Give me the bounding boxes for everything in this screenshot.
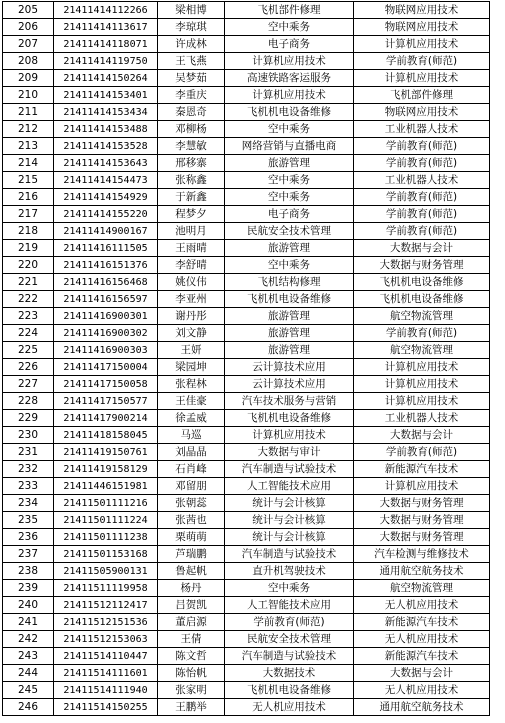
original-major-cell: 汽车制造与试验技术 — [225, 546, 354, 563]
new-major-cell: 工业机器人技术 — [354, 172, 490, 189]
table-row — [3, 580, 490, 597]
original-major-cell: 云计算技术应用 — [225, 359, 354, 376]
original-major-cell: 空中乘务 — [225, 580, 354, 597]
student-id-cell: 21411416900301 — [54, 308, 158, 325]
original-major-cell: 计算机应用技术 — [225, 87, 354, 104]
row-number-cell: 220 — [3, 257, 54, 274]
table-row — [3, 529, 490, 546]
row-number-cell: 221 — [3, 274, 54, 291]
original-major-cell: 空中乘务 — [225, 19, 354, 36]
original-major-cell: 飞机结构修理 — [225, 274, 354, 291]
table-row — [3, 342, 490, 359]
original-major-cell: 网络营销与直播电商 — [225, 138, 354, 155]
original-major-cell: 统计与会计核算 — [225, 512, 354, 529]
original-major-cell: 飞机机电设备维修 — [225, 682, 354, 699]
student-id-cell: 21411419150761 — [54, 444, 158, 461]
new-major-cell: 物联网应用技术 — [354, 19, 490, 36]
original-major-cell: 旅游管理 — [225, 308, 354, 325]
table-row — [3, 427, 490, 444]
student-id-cell: 21411514111601 — [54, 665, 158, 682]
student-name-cell: 李舒晴 — [158, 257, 225, 274]
student-id-cell: 21411417150577 — [54, 393, 158, 410]
new-major-cell: 学前教育(师范) — [354, 189, 490, 206]
student-id-cell: 21411512151536 — [54, 614, 158, 631]
original-major-cell: 民航安全技术管理 — [225, 631, 354, 648]
student-id-cell: 21411414119750 — [54, 53, 158, 70]
new-major-cell: 航空物流管理 — [354, 308, 490, 325]
new-major-cell: 学前教育(师范) — [354, 325, 490, 342]
new-major-cell: 学前教育(师范) — [354, 53, 490, 70]
student-name-cell: 王飞燕 — [158, 53, 225, 70]
student-name-cell: 陈文哲 — [158, 648, 225, 665]
row-number-cell: 243 — [3, 648, 54, 665]
new-major-cell: 计算机应用技术 — [354, 36, 490, 53]
table-row — [3, 2, 490, 19]
original-major-cell: 云计算技术应用 — [225, 376, 354, 393]
student-name-cell: 邓柳杨 — [158, 121, 225, 138]
row-number-cell: 241 — [3, 614, 54, 631]
student-id-cell: 21411417150004 — [54, 359, 158, 376]
original-major-cell: 空中乘务 — [225, 257, 354, 274]
table-row — [3, 308, 490, 325]
student-name-cell: 芦瑞鹏 — [158, 546, 225, 563]
row-number-cell: 236 — [3, 529, 54, 546]
student-id-cell: 21411416900303 — [54, 342, 158, 359]
student-name-cell: 梁园坤 — [158, 359, 225, 376]
table-row — [3, 53, 490, 70]
row-number-cell: 224 — [3, 325, 54, 342]
original-major-cell: 汽车制造与试验技术 — [225, 648, 354, 665]
transfer-list-table — [2, 1, 490, 716]
row-number-cell: 233 — [3, 478, 54, 495]
student-id-cell: 21411446151981 — [54, 478, 158, 495]
student-id-cell: 21411416151376 — [54, 257, 158, 274]
student-name-cell: 吕贺凯 — [158, 597, 225, 614]
new-major-cell: 计算机应用技术 — [354, 70, 490, 87]
new-major-cell: 计算机应用技术 — [354, 359, 490, 376]
row-number-cell: 218 — [3, 223, 54, 240]
student-name-cell: 李重庆 — [158, 87, 225, 104]
table-row — [3, 699, 490, 716]
student-id-cell: 21411514150255 — [54, 699, 158, 716]
table-row — [3, 223, 490, 240]
student-name-cell: 陈怡帆 — [158, 665, 225, 682]
student-name-cell: 谢丹彤 — [158, 308, 225, 325]
original-major-cell: 计算机应用技术 — [225, 427, 354, 444]
row-number-cell: 234 — [3, 495, 54, 512]
row-number-cell: 246 — [3, 699, 54, 716]
student-name-cell: 石肖峰 — [158, 461, 225, 478]
student-id-cell: 21411512112417 — [54, 597, 158, 614]
student-id-cell: 21411414153434 — [54, 104, 158, 121]
original-major-cell: 旅游管理 — [225, 325, 354, 342]
student-name-cell: 王鹏举 — [158, 699, 225, 716]
row-number-cell: 240 — [3, 597, 54, 614]
original-major-cell: 旅游管理 — [225, 342, 354, 359]
row-number-cell: 242 — [3, 631, 54, 648]
row-number-cell: 206 — [3, 19, 54, 36]
new-major-cell: 无人机应用技术 — [354, 597, 490, 614]
original-major-cell: 飞机机电设备维修 — [225, 291, 354, 308]
original-major-cell: 旅游管理 — [225, 155, 354, 172]
new-major-cell: 物联网应用技术 — [354, 2, 490, 19]
table-row — [3, 104, 490, 121]
table-body — [3, 2, 490, 716]
student-id-cell: 21411501153168 — [54, 546, 158, 563]
student-name-cell: 张家明 — [158, 682, 225, 699]
student-name-cell: 张茜也 — [158, 512, 225, 529]
new-major-cell: 计算机应用技术 — [354, 376, 490, 393]
new-major-cell: 飞机机电设备维修 — [354, 274, 490, 291]
row-number-cell: 207 — [3, 36, 54, 53]
table-row — [3, 274, 490, 291]
student-id-cell: 21411414153488 — [54, 121, 158, 138]
table-row — [3, 631, 490, 648]
new-major-cell: 物联网应用技术 — [354, 104, 490, 121]
student-id-cell: 21411417900214 — [54, 410, 158, 427]
table-row — [3, 155, 490, 172]
new-major-cell: 大数据与财务管理 — [354, 529, 490, 546]
student-name-cell: 姚仪伟 — [158, 274, 225, 291]
new-major-cell: 学前教育(师范) — [354, 206, 490, 223]
row-number-cell: 223 — [3, 308, 54, 325]
table-row — [3, 359, 490, 376]
new-major-cell: 飞机机电设备维修 — [354, 291, 490, 308]
student-name-cell: 许成林 — [158, 36, 225, 53]
table-row — [3, 478, 490, 495]
table-row — [3, 36, 490, 53]
row-number-cell: 211 — [3, 104, 54, 121]
table-row — [3, 648, 490, 665]
original-major-cell: 电子商务 — [225, 36, 354, 53]
new-major-cell: 工业机器人技术 — [354, 121, 490, 138]
new-major-cell: 大数据与财务管理 — [354, 257, 490, 274]
new-major-cell: 计算机应用技术 — [354, 393, 490, 410]
original-major-cell: 高速铁路客运服务 — [225, 70, 354, 87]
student-id-cell: 21411414154473 — [54, 172, 158, 189]
row-number-cell: 238 — [3, 563, 54, 580]
new-major-cell: 大数据与财务管理 — [354, 512, 490, 529]
student-name-cell: 池明月 — [158, 223, 225, 240]
student-name-cell: 刘晶晶 — [158, 444, 225, 461]
original-major-cell: 统计与会计核算 — [225, 529, 354, 546]
row-number-cell: 235 — [3, 512, 54, 529]
row-number-cell: 217 — [3, 206, 54, 223]
original-major-cell: 飞机机电设备维修 — [225, 104, 354, 121]
table-row — [3, 444, 490, 461]
original-major-cell: 空中乘务 — [225, 189, 354, 206]
student-id-cell: 21411419158129 — [54, 461, 158, 478]
student-id-cell: 21411414118071 — [54, 36, 158, 53]
new-major-cell: 大数据与财务管理 — [354, 495, 490, 512]
row-number-cell: 245 — [3, 682, 54, 699]
student-id-cell: 21411418158045 — [54, 427, 158, 444]
original-major-cell: 学前教育(师范) — [225, 614, 354, 631]
new-major-cell: 学前教育(师范) — [354, 444, 490, 461]
row-number-cell: 205 — [3, 2, 54, 19]
student-id-cell: 21411417150058 — [54, 376, 158, 393]
table-row — [3, 376, 490, 393]
new-major-cell: 学前教育(师范) — [354, 155, 490, 172]
original-major-cell: 无人机应用技术 — [225, 699, 354, 716]
row-number-cell: 230 — [3, 427, 54, 444]
new-major-cell: 飞机部件修理 — [354, 87, 490, 104]
original-major-cell: 计算机应用技术 — [225, 53, 354, 70]
row-number-cell: 227 — [3, 376, 54, 393]
student-name-cell: 马巡 — [158, 427, 225, 444]
student-name-cell: 张程林 — [158, 376, 225, 393]
student-name-cell: 鲁起帆 — [158, 563, 225, 580]
student-name-cell: 梁相博 — [158, 2, 225, 19]
student-id-cell: 21411416156468 — [54, 274, 158, 291]
table-row — [3, 682, 490, 699]
row-number-cell: 229 — [3, 410, 54, 427]
original-major-cell: 大数据技术 — [225, 665, 354, 682]
new-major-cell: 无人机应用技术 — [354, 682, 490, 699]
table-row — [3, 87, 490, 104]
student-name-cell: 李亚州 — [158, 291, 225, 308]
student-name-cell: 刘文静 — [158, 325, 225, 342]
student-id-cell: 21411414150264 — [54, 70, 158, 87]
table-row — [3, 325, 490, 342]
original-major-cell: 旅游管理 — [225, 240, 354, 257]
student-id-cell: 21411514110447 — [54, 648, 158, 665]
original-major-cell: 人工智能技术应用 — [225, 478, 354, 495]
student-id-cell: 21411414112266 — [54, 2, 158, 19]
student-id-cell: 21411414154929 — [54, 189, 158, 206]
table-row — [3, 19, 490, 36]
row-number-cell: 216 — [3, 189, 54, 206]
row-number-cell: 226 — [3, 359, 54, 376]
original-major-cell: 民航安全技术管理 — [225, 223, 354, 240]
row-number-cell: 210 — [3, 87, 54, 104]
student-name-cell: 邢移寨 — [158, 155, 225, 172]
row-number-cell: 222 — [3, 291, 54, 308]
new-major-cell: 工业机器人技术 — [354, 410, 490, 427]
new-major-cell: 汽车检测与维修技术 — [354, 546, 490, 563]
new-major-cell: 计算机应用技术 — [354, 478, 490, 495]
table-row — [3, 257, 490, 274]
student-id-cell: 21411501111224 — [54, 512, 158, 529]
student-name-cell: 张朝蕊 — [158, 495, 225, 512]
row-number-cell: 225 — [3, 342, 54, 359]
row-number-cell: 212 — [3, 121, 54, 138]
row-number-cell: 244 — [3, 665, 54, 682]
student-name-cell: 吴梦茹 — [158, 70, 225, 87]
table-row — [3, 172, 490, 189]
student-id-cell: 21411501111216 — [54, 495, 158, 512]
student-name-cell: 邓留朋 — [158, 478, 225, 495]
student-id-cell: 21411511119958 — [54, 580, 158, 597]
table-row — [3, 291, 490, 308]
student-id-cell: 21411414113617 — [54, 19, 158, 36]
row-number-cell: 215 — [3, 172, 54, 189]
row-number-cell: 214 — [3, 155, 54, 172]
student-name-cell: 张称鑫 — [158, 172, 225, 189]
original-major-cell: 电子商务 — [225, 206, 354, 223]
original-major-cell: 汽车技术服务与营销 — [225, 393, 354, 410]
student-name-cell: 于新鑫 — [158, 189, 225, 206]
new-major-cell: 新能源汽车技术 — [354, 648, 490, 665]
table-row — [3, 563, 490, 580]
student-id-cell: 21411414153528 — [54, 138, 158, 155]
student-id-cell: 21411416111505 — [54, 240, 158, 257]
student-name-cell: 王倩 — [158, 631, 225, 648]
student-id-cell: 21411416156597 — [54, 291, 158, 308]
student-id-cell: 21411505900131 — [54, 563, 158, 580]
new-major-cell: 航空物流管理 — [354, 342, 490, 359]
original-major-cell: 飞机机电设备维修 — [225, 410, 354, 427]
table-row — [3, 240, 490, 257]
student-name-cell: 李慧敏 — [158, 138, 225, 155]
student-id-cell: 21411501111238 — [54, 529, 158, 546]
row-number-cell: 239 — [3, 580, 54, 597]
student-name-cell: 杨丹 — [158, 580, 225, 597]
table-row — [3, 597, 490, 614]
student-name-cell: 栗萌萌 — [158, 529, 225, 546]
original-major-cell: 汽车制造与试验技术 — [225, 461, 354, 478]
student-name-cell: 程梦夕 — [158, 206, 225, 223]
table-row — [3, 393, 490, 410]
student-name-cell: 董启源 — [158, 614, 225, 631]
table-row — [3, 495, 490, 512]
original-major-cell: 人工智能技术应用 — [225, 597, 354, 614]
new-major-cell: 学前教育(师范) — [354, 138, 490, 155]
row-number-cell: 219 — [3, 240, 54, 257]
new-major-cell: 大数据与会计 — [354, 427, 490, 444]
student-id-cell: 21411416900302 — [54, 325, 158, 342]
table-row — [3, 70, 490, 87]
original-major-cell: 大数据与审计 — [225, 444, 354, 461]
row-number-cell: 232 — [3, 461, 54, 478]
student-id-cell: 21411414153643 — [54, 155, 158, 172]
table-row — [3, 461, 490, 478]
new-major-cell: 学前教育(师范) — [354, 223, 490, 240]
original-major-cell: 统计与会计核算 — [225, 495, 354, 512]
table-row — [3, 614, 490, 631]
new-major-cell: 新能源汽车技术 — [354, 614, 490, 631]
table-row — [3, 665, 490, 682]
table-row — [3, 512, 490, 529]
table-row — [3, 121, 490, 138]
row-number-cell: 228 — [3, 393, 54, 410]
table-row — [3, 410, 490, 427]
original-major-cell: 空中乘务 — [225, 121, 354, 138]
new-major-cell: 新能源汽车技术 — [354, 461, 490, 478]
table-row — [3, 546, 490, 563]
student-name-cell: 秦恩奇 — [158, 104, 225, 121]
student-id-cell: 21411514111940 — [54, 682, 158, 699]
new-major-cell: 无人机应用技术 — [354, 631, 490, 648]
original-major-cell: 空中乘务 — [225, 172, 354, 189]
row-number-cell: 237 — [3, 546, 54, 563]
student-name-cell: 王雨晴 — [158, 240, 225, 257]
new-major-cell: 通用航空航务技术 — [354, 563, 490, 580]
student-name-cell: 徐孟威 — [158, 410, 225, 427]
student-id-cell: 21411414900167 — [54, 223, 158, 240]
table-row — [3, 138, 490, 155]
row-number-cell: 208 — [3, 53, 54, 70]
student-id-cell: 21411414153401 — [54, 87, 158, 104]
new-major-cell: 通用航空航务技术 — [354, 699, 490, 716]
original-major-cell: 飞机部件修理 — [225, 2, 354, 19]
student-name-cell: 王佳豪 — [158, 393, 225, 410]
row-number-cell: 209 — [3, 70, 54, 87]
new-major-cell: 大数据与会计 — [354, 665, 490, 682]
student-name-cell: 王妍 — [158, 342, 225, 359]
new-major-cell: 航空物流管理 — [354, 580, 490, 597]
table-row — [3, 189, 490, 206]
original-major-cell: 直升机驾驶技术 — [225, 563, 354, 580]
student-id-cell: 21411414155220 — [54, 206, 158, 223]
row-number-cell: 213 — [3, 138, 54, 155]
student-name-cell: 李琼琪 — [158, 19, 225, 36]
row-number-cell: 231 — [3, 444, 54, 461]
table-row — [3, 206, 490, 223]
student-id-cell: 21411512153063 — [54, 631, 158, 648]
new-major-cell: 大数据与会计 — [354, 240, 490, 257]
